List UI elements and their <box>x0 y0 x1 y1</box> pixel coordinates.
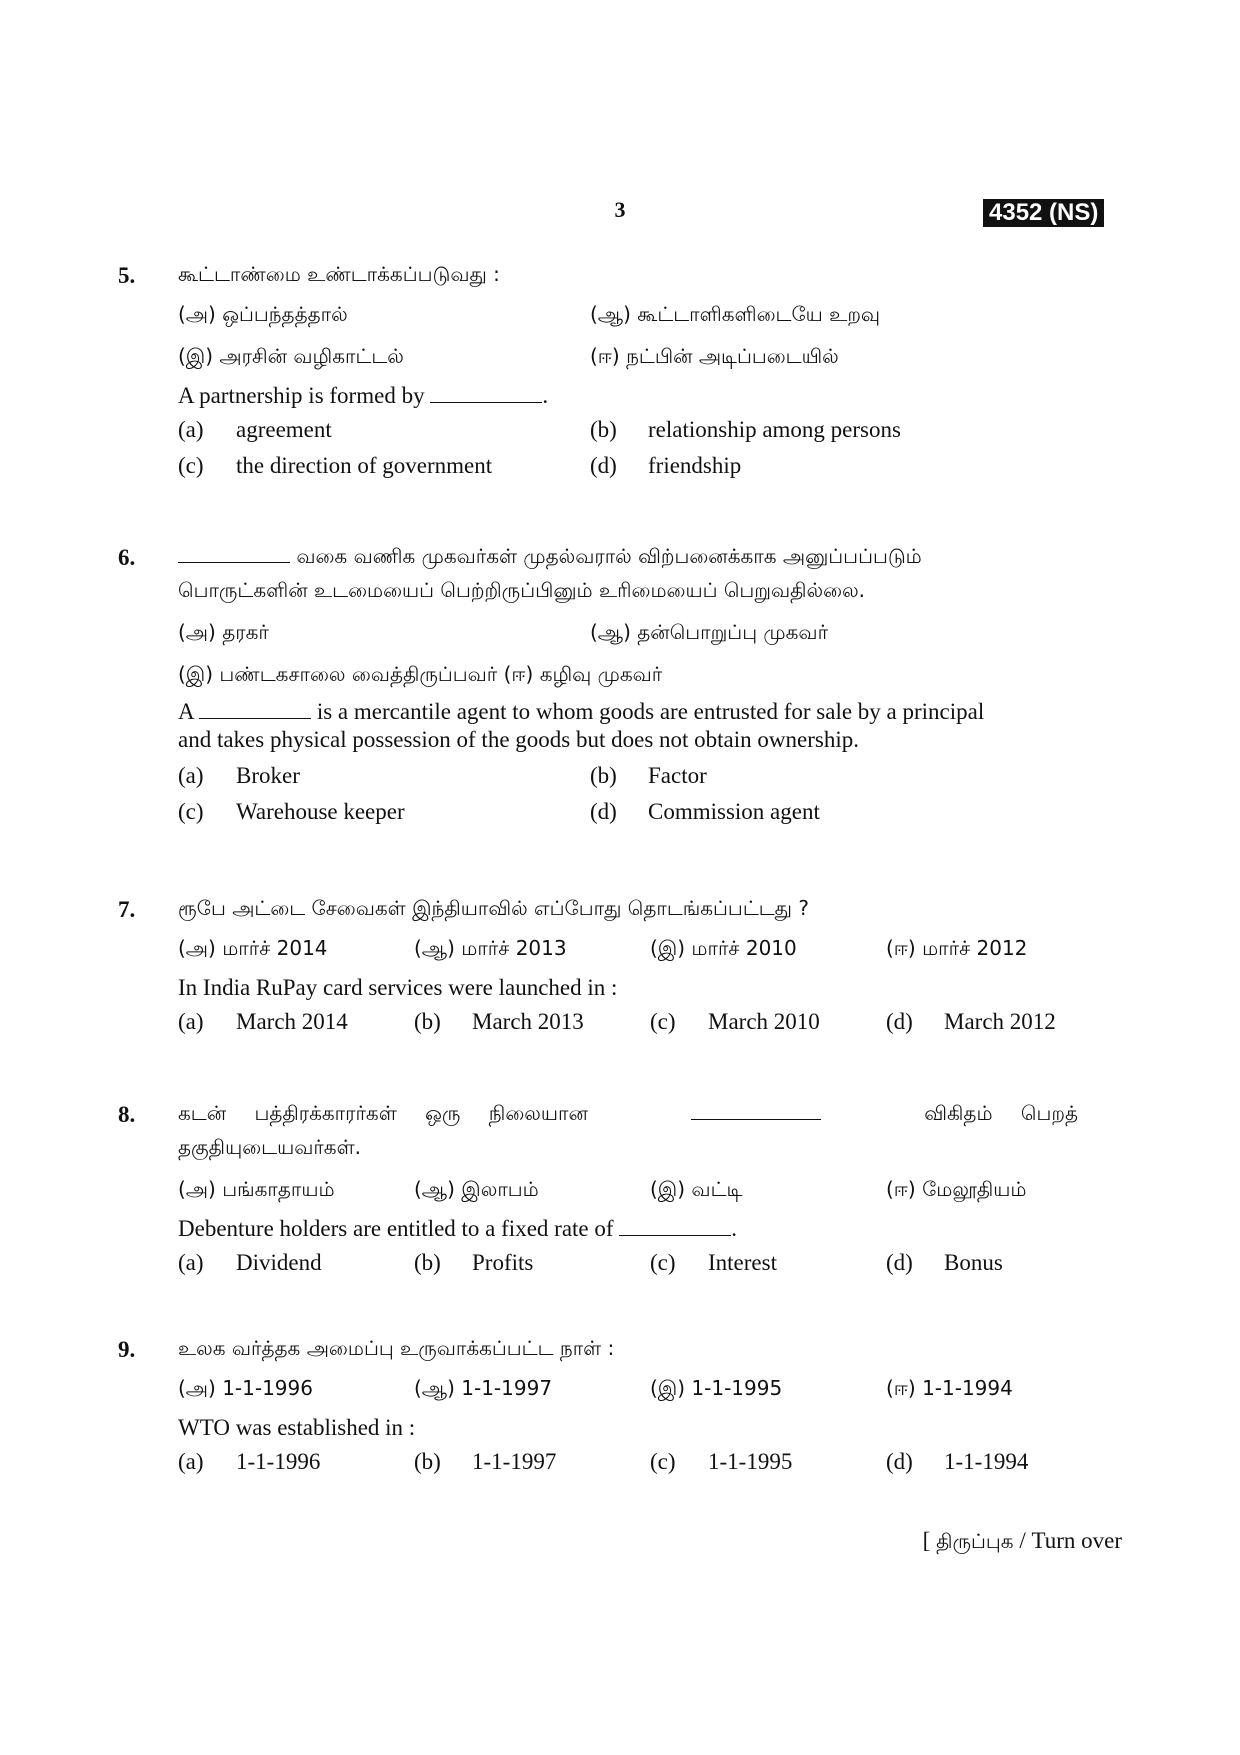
answer-blank <box>178 544 290 563</box>
tamil-question-line-2: பொருட்களின் உடமையைப் பெற்றிருப்பினும் உரிமையைப் பெறுவதில்லை. <box>178 578 866 602</box>
option-text: friendship <box>648 453 742 478</box>
option-text: பங்காதாயம் <box>222 1177 335 1201</box>
option-text: வட்டி <box>691 1177 743 1201</box>
answer-blank <box>430 384 542 403</box>
option-text: 1-1-1995 <box>708 1449 793 1474</box>
option-label: (ஈ) <box>886 936 916 960</box>
option-text: Warehouse keeper <box>236 799 405 824</box>
option-text: Dividend <box>236 1250 322 1275</box>
answer-blank <box>691 1101 821 1120</box>
footer-separator: / <box>1019 1528 1026 1553</box>
tamil-option-c <box>650 936 797 961</box>
option-d <box>590 452 741 481</box>
option-text: 1-1-1997 <box>472 1449 557 1474</box>
english-question <box>178 1215 1078 1249</box>
tamil-option-c <box>178 662 662 687</box>
tamil-option-b <box>414 1177 539 1202</box>
option-text: 1-1-1996 <box>236 1449 321 1474</box>
option-text: கழிவு முகவர் <box>539 662 663 686</box>
question-text-end: விகிதம் பெறத் <box>924 1101 1078 1125</box>
option-label: (c) <box>650 1250 676 1275</box>
tamil-option-d <box>886 1177 1026 1202</box>
question-number: 8. <box>118 1102 136 1127</box>
option-text: Broker <box>236 763 300 788</box>
option-text: March 2014 <box>236 1009 348 1034</box>
paper-code-badge: 4352 (NS) <box>983 199 1104 227</box>
option-label: (இ) <box>650 936 686 960</box>
tamil-option-b <box>414 1376 552 1401</box>
english-question-line-2: and takes physical possession of the goods but does not obtain ownership. <box>178 727 859 752</box>
option-label: (a) <box>178 1009 204 1034</box>
question-text-end: is a mercantile agent to whom goods are entrusted for sale by a principal <box>316 699 985 724</box>
option-text: தரகர் <box>222 620 269 644</box>
option-text: மேலூதியம் <box>922 1177 1027 1201</box>
option-text: மார்ச் 2010 <box>691 936 797 960</box>
question-7 <box>118 896 1078 1044</box>
option-label: (b) <box>590 763 617 788</box>
english-question: In India RuPay card services were launched in : <box>178 975 618 1000</box>
option-text: Profits <box>472 1250 534 1275</box>
question-5 <box>118 262 1078 488</box>
question-8 <box>118 1101 1078 1285</box>
question-text: A <box>178 699 194 724</box>
option-label: (அ) <box>178 302 216 326</box>
option-text: 1-1-1994 <box>922 1376 1013 1400</box>
option-label: (c) <box>178 799 204 824</box>
option-text: மார்ச் 2014 <box>222 936 328 960</box>
option-label: (d) <box>590 799 617 824</box>
option-text: இலாபம் <box>461 1177 539 1201</box>
tamil-question: உலக வர்த்தக அமைப்பு உருவாக்கப்பட்ட நாள் : <box>178 1336 615 1360</box>
option-c <box>650 1448 792 1477</box>
answer-blank <box>619 1217 731 1236</box>
option-text: March 2010 <box>708 1009 820 1034</box>
option-text: மார்ச் 2012 <box>922 936 1028 960</box>
option-label: (ஆ) <box>414 936 455 960</box>
tamil-option-d <box>886 936 1027 961</box>
option-label: (ஆ) <box>414 1177 455 1201</box>
tamil-option-b <box>414 936 567 961</box>
question-text-end: . <box>731 1216 738 1241</box>
option-label: (ஈ) <box>590 344 620 368</box>
option-label: (a) <box>178 763 204 788</box>
option-label: (அ) <box>178 1177 216 1201</box>
question-text: Debenture holders are entitled to a fixed rate of <box>178 1216 614 1241</box>
tamil-option-d <box>590 344 839 369</box>
option-text: the direction of government <box>236 453 493 478</box>
option-label: (b) <box>414 1449 441 1474</box>
option-text: அரசின் வழிகாட்டல் <box>219 344 404 368</box>
option-text: March 2013 <box>472 1009 584 1034</box>
option-label: (d) <box>590 453 617 478</box>
question-text-end: . <box>542 383 549 408</box>
option-text: மார்ச் 2013 <box>461 936 567 960</box>
tamil-question <box>178 544 1078 578</box>
option-d <box>886 1008 1056 1037</box>
question-number: 9. <box>118 1337 136 1362</box>
tamil-option-b <box>590 302 880 327</box>
option-label: (a) <box>178 1449 204 1474</box>
question-number: 5. <box>118 263 136 288</box>
option-label: (b) <box>590 417 617 442</box>
question-text: A partnership is formed by <box>178 383 425 408</box>
option-label: (b) <box>414 1009 441 1034</box>
tamil-question: கூட்டாண்மை உண்டாக்கப்படுவது : <box>178 262 500 286</box>
option-label: (a) <box>178 417 204 442</box>
option-d <box>590 798 820 827</box>
option-text: ஒப்பந்தத்தால் <box>222 302 348 326</box>
option-label: (ஈ) <box>503 662 534 686</box>
option-c <box>650 1249 777 1278</box>
option-text: 1-1-1996 <box>222 1376 313 1400</box>
option-text: 1-1-1997 <box>461 1376 553 1400</box>
option-label: (அ) <box>178 936 216 960</box>
question-9 <box>118 1336 1078 1484</box>
option-text: தன்பொறுப்பு முகவர் <box>637 620 829 644</box>
option-c <box>178 452 492 481</box>
option-label: (அ) <box>178 1376 216 1400</box>
option-text: Bonus <box>944 1250 1003 1275</box>
option-text: 1-1-1995 <box>691 1376 783 1400</box>
answer-blank <box>199 700 311 719</box>
option-text: agreement <box>236 417 332 442</box>
option-label: (d) <box>886 1009 913 1034</box>
question-6 <box>118 544 1078 834</box>
question-number: 6. <box>118 545 136 570</box>
english-question <box>178 698 1078 726</box>
tamil-option-a <box>178 620 269 645</box>
option-label: (இ) <box>650 1376 686 1400</box>
option-text: கூட்டாளிகளிடையே உறவு <box>637 302 881 326</box>
tamil-question: ரூபே அட்டை சேவைகள் இந்தியாவில் எப்போது தொடங்கப்பட்டது ? <box>178 896 809 920</box>
option-label: (அ) <box>178 620 216 644</box>
option-b <box>414 1008 584 1037</box>
tamil-option-c <box>178 344 404 369</box>
option-label: (இ) <box>650 1177 686 1201</box>
tamil-option-a <box>178 1376 313 1401</box>
option-label: (c) <box>650 1009 676 1034</box>
tamil-option-a <box>178 936 328 961</box>
option-label: (இ) <box>178 662 214 686</box>
option-text: Commission agent <box>648 799 820 824</box>
question-text: கடன் பத்திரக்காரர்கள் ஒரு நிலையான <box>178 1101 588 1125</box>
option-label: (ஆ) <box>414 1376 455 1400</box>
option-text: பண்டகசாலை வைத்திருப்பவர் <box>219 662 498 686</box>
option-text: relationship among persons <box>648 417 901 442</box>
tamil-option-c <box>650 1177 742 1202</box>
tamil-option-a <box>178 1177 335 1202</box>
english-question: WTO was established in : <box>178 1415 416 1440</box>
option-label: (c) <box>178 453 204 478</box>
option-text: March 2012 <box>944 1009 1056 1034</box>
option-a <box>178 416 332 445</box>
option-b <box>590 416 901 445</box>
option-label: (ஈ) <box>886 1177 916 1201</box>
option-b <box>414 1249 533 1278</box>
question-text: வகை வணிக முகவர்கள் முதல்வரால் விற்பனைக்காக அனுப்பப்படும் <box>296 544 922 568</box>
footer-tamil: திருப்புக <box>936 1529 1014 1553</box>
option-a <box>178 1008 348 1037</box>
option-label: (ஈ) <box>886 1376 916 1400</box>
option-text: Interest <box>708 1250 777 1275</box>
option-label: (b) <box>414 1250 441 1275</box>
option-label: (ஆ) <box>590 620 631 644</box>
option-d <box>886 1448 1028 1477</box>
option-text: Factor <box>648 763 707 788</box>
option-d <box>886 1249 1003 1278</box>
tamil-question-line-2: தகுதியுடையவர்கள். <box>178 1135 361 1159</box>
option-label: (d) <box>886 1449 913 1474</box>
option-b <box>414 1448 556 1477</box>
tamil-option-a <box>178 302 348 327</box>
option-c <box>650 1008 820 1037</box>
option-text: நட்பின் அடிப்படையில் <box>626 344 839 368</box>
tamil-question <box>178 1101 1078 1135</box>
tamil-option-b <box>590 620 828 645</box>
option-text: 1-1-1994 <box>944 1449 1029 1474</box>
question-number: 7. <box>118 897 136 922</box>
option-label: (d) <box>886 1250 913 1275</box>
option-a <box>178 1448 320 1477</box>
option-c <box>178 798 405 827</box>
page-number: 3 <box>614 197 626 222</box>
option-a <box>178 1249 322 1278</box>
option-label: (இ) <box>178 344 214 368</box>
option-b <box>590 762 707 791</box>
footer-english: Turn over <box>1031 1528 1122 1553</box>
tamil-option-c <box>650 1376 782 1401</box>
option-a <box>178 762 300 791</box>
footer-bracket: [ <box>922 1528 931 1553</box>
option-label: (ஆ) <box>590 302 631 326</box>
english-question <box>178 382 1078 416</box>
option-label: (a) <box>178 1250 204 1275</box>
option-label: (c) <box>650 1449 676 1474</box>
turn-over-footer <box>923 1527 1122 1556</box>
tamil-option-d <box>886 1376 1013 1401</box>
